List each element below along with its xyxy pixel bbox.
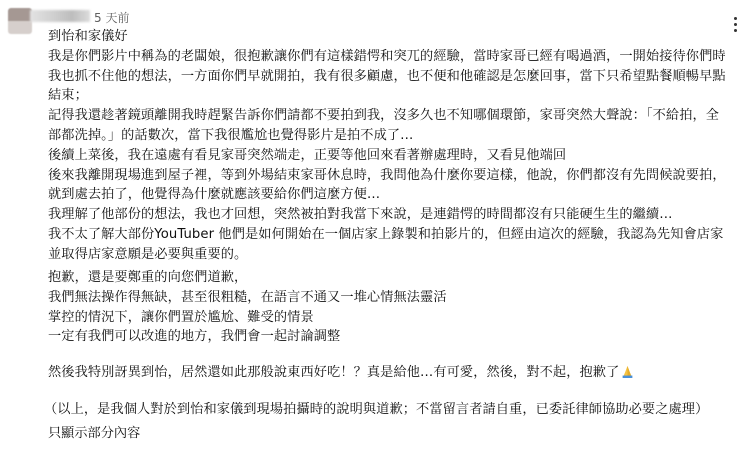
- comment-line: 後來我離開現場進到屋子裡，等到外場結束家哥休息時，我問他為什麼你要這樣，他說，你們都沒有先問候說要拍，: [48, 167, 726, 183]
- comment-paragraph-3: [48, 363, 634, 383]
- comment-line: 就到處去拍了，他覺得為什麼就應該要給你們這麼方便…: [48, 187, 381, 203]
- comment-line: 部都洗掉。」的話數次，當下我很尷尬也覺得影片是拍不成了…: [48, 127, 414, 143]
- author-name-blurred[interactable]: [30, 10, 90, 22]
- comment-paragraph-1: [48, 27, 726, 265]
- comment-line: [48, 363, 634, 383]
- comment-line: （以上，是我個人對於到怡和家儀到現場拍攝時的說明與道歉；不當留言者請自重，已委託律師協助必要之處理）: [44, 402, 709, 417]
- comment-line-text: 然後我特別訝異到怡，居然還如此那般說東西好吃！？真是給他…有可愛，然後，對不起，抱歉了: [48, 365, 620, 380]
- comment-line: 記得我還趁著鏡頭離開我時趕緊告訴你們請都不要拍到我，沒多久也不知哪個環節，家哥突然大聲說：「不給拍，全: [48, 108, 720, 124]
- comment-line: 我是你們影片中稱為的老闆娘，很抱歉讓你們有這樣錯愕和突兀的經驗，當時家哥已經有喝過酒，一開始接待你們時: [48, 48, 726, 64]
- comment-line: 結束；: [48, 88, 88, 104]
- comment-line: 一定有我們可以改進的地方，我們會一起討論調整: [48, 329, 341, 345]
- comment-line: 抱歉，還是要鄭重的向您們道歉，: [48, 270, 248, 285]
- comment-line: 掌控的情況下，讓你們置於尴尬、難受的情景: [48, 309, 314, 325]
- comment-timestamp[interactable]: 5 天前: [94, 11, 130, 25]
- comment-paragraph-2: [48, 268, 447, 347]
- comment-line: 後續上菜後，我在遠處有看見家哥突然端走，正要等他回來看著辦處理時，又看見他端回: [48, 147, 567, 163]
- show-less-button[interactable]: 只顯示部分內容: [48, 426, 141, 441]
- more-options-icon[interactable]: [731, 17, 739, 35]
- comment-line: 我不太了解大部份YouTuber 他們是如何開始在一個店家上錄製和拍影片的，但經由這次的經驗，我認為先知會店家: [48, 226, 724, 242]
- folded-hands-icon: [621, 365, 634, 378]
- comment-line: 並取得店家意願是必要與重要的。: [48, 246, 248, 262]
- comment-line: 我也抓不住他的想法，一方面你們早就開拍，我有很多顧慮，也不便和他確認是怎麼回事，當下只希望點餐順暢早點: [48, 68, 726, 84]
- comment-line: 我們無法操作得無缺，甚至很粗糙，在語言不通又一堆心情無法靈活: [48, 289, 447, 305]
- avatar[interactable]: [8, 8, 32, 34]
- comment-line: 到怡和家儀好: [48, 29, 128, 44]
- comment-paragraph-4: [44, 400, 708, 420]
- comment-line: 我理解了他部份的想法，我也才回想，突然被拍對我當下來說，是連錯愕的時間都沒有只能硬生生的繼續…: [48, 207, 673, 223]
